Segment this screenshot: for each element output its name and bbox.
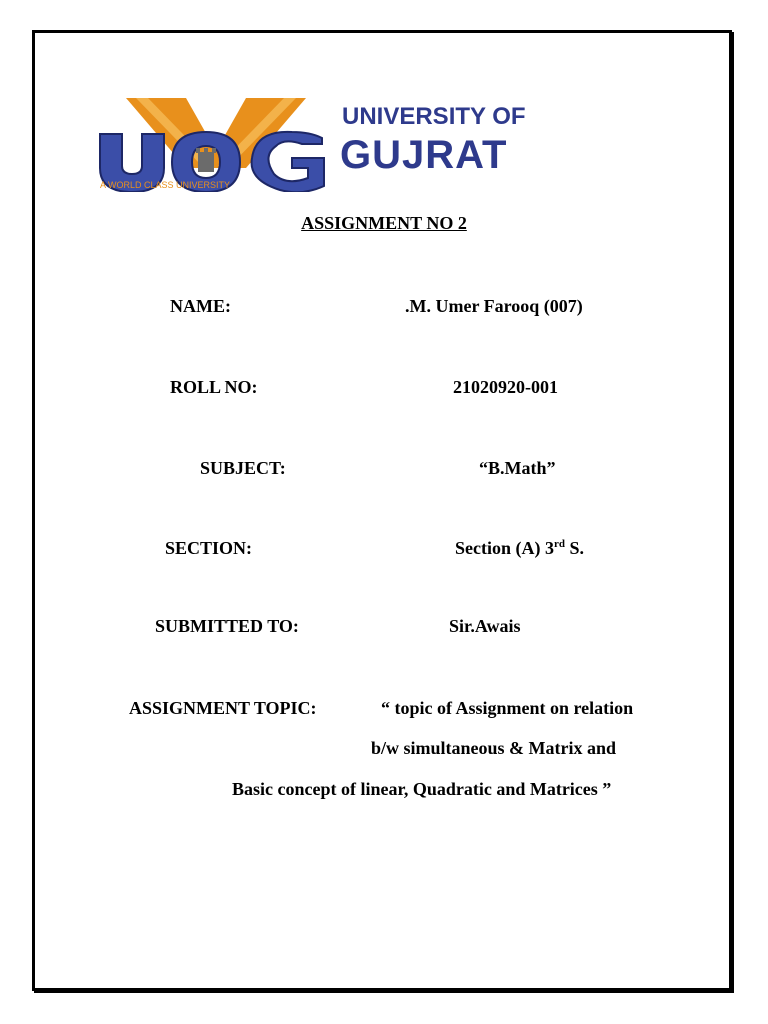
roll-label: ROLL NO:: [170, 377, 258, 397]
section-label: SECTION:: [165, 538, 253, 558]
topic-line-1: “ topic of Assignment on relation: [381, 698, 634, 718]
name-value: .M. Umer Farooq (007): [405, 296, 583, 316]
logo-tower-icon: [196, 148, 216, 172]
roll-value: 21020920-001: [453, 377, 558, 397]
svg-text:GUJRAT: GUJRAT: [340, 133, 508, 177]
subject-label: SUBJECT:: [200, 458, 286, 478]
name-label: NAME:: [170, 296, 231, 316]
university-logo: [96, 96, 616, 192]
subject-value: “B.Math”: [479, 458, 556, 478]
document-title: ASSIGNMENT NO 2: [301, 213, 467, 233]
submitted-value: Sir.Awais: [449, 616, 521, 636]
submitted-label: SUBMITTED TO:: [155, 616, 299, 636]
topic-line-3: Basic concept of linear, Quadratic and Matrices ”: [232, 779, 612, 799]
section-value: Section (A) 3rd S.: [455, 538, 584, 558]
svg-text:A WORLD CLASS UNIVERSITY: A WORLD CLASS UNIVERSITY: [100, 180, 231, 190]
topic-label: ASSIGNMENT TOPIC:: [129, 698, 317, 718]
topic-line-2: b/w simultaneous & Matrix and: [371, 738, 617, 758]
svg-text:UNIVERSITY OF: UNIVERSITY OF: [342, 103, 526, 130]
